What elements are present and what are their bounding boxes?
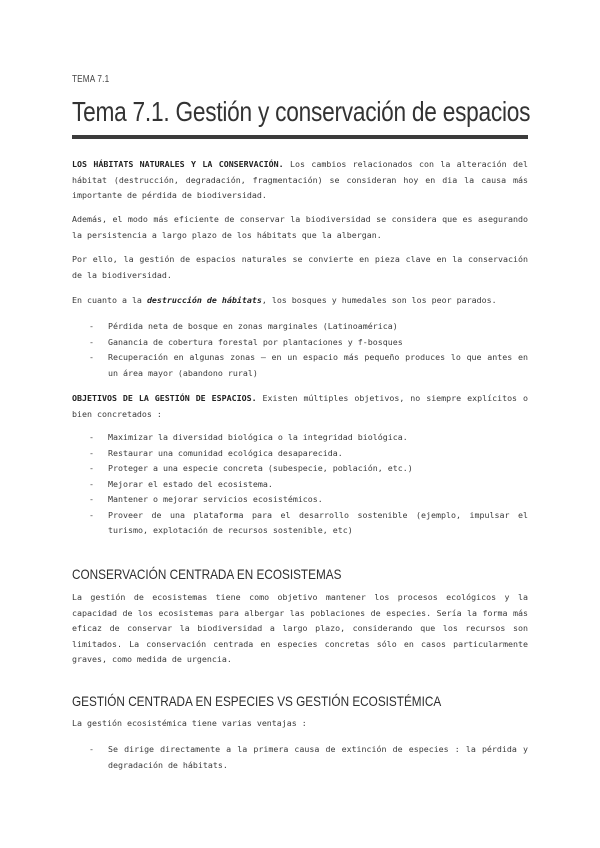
section-kicker: TEMA 7.1 — [72, 74, 110, 85]
objectives-list — [72, 430, 528, 539]
list-item: - Proteger a una especie concreta (subespecie, población, etc.) — [72, 461, 528, 477]
list-item: - Proveer de una plataforma para el desarrollo sostenible (ejemplo, impulsar el turismo, explotación de recursos sostenible, etc) — [72, 508, 528, 539]
paragraph-advantages: La gestión ecosistémica tiene varias ventajas : — [72, 718, 307, 728]
list-item: - Se dirige directamente a la primera causa de extinción de especies : la pérdida y degradación de hábitats. — [72, 742, 528, 773]
paragraph-text: Existen múltiples objetivos, no siempre explícitos o bien concretados : — [72, 393, 528, 419]
paragraph-text: , los bosques y humedales son los peor parados. — [261, 295, 497, 305]
paragraph-efficiency: Además, el modo más eficiente de conservar la biodiversidad se considera que es asegurando la persistencia a largo plazo de los hábitats que la albergan. — [72, 214, 528, 240]
page-title: Tema 7.1. Gestión y conservación de espacios — [72, 96, 531, 127]
paragraph-lead: LOS HÁBITATS NATURALES Y LA CONSERVACIÓN. — [72, 159, 284, 169]
list-item: - Ganancia de cobertura forestal por plantaciones y f-bosques — [72, 335, 528, 351]
paragraph-text: Los cambios relacionados con la alteración del hábitat (destrucción, degradación, fragmentación) se consideran hoy en dia la causa más importante de pérdida de biodiversidad. — [72, 159, 528, 200]
list-item: - Restaurar una comunidad ecológica desaparecida. — [72, 446, 528, 462]
paragraph-text: En cuanto a la — [72, 295, 147, 305]
title-divider — [72, 135, 528, 139]
paragraph-objectives — [72, 391, 528, 422]
section-heading-species-vs-ecosystem: GESTIÓN CENTRADA EN ESPECIES VS GESTIÓN ECOSISTÉMICA — [72, 693, 442, 709]
list-item: - Pérdida neta de bosque en zonas marginales (Latinoamérica) — [72, 319, 528, 335]
paragraph-management: Por ello, la gestión de espacios naturales se convierte en pieza clave en la conservación de la biodiversidad. — [72, 254, 528, 280]
paragraph-destruction — [72, 293, 528, 309]
list-item: - Mantener o mejorar servicios ecosistémicos. — [72, 492, 528, 508]
paragraph-habitats — [72, 157, 528, 204]
list-item: - Recuperación en algunas zonas – en un espacio más pequeño produces lo que antes en un área mayor (abandono rural) — [72, 350, 528, 381]
section-heading-ecosystems: CONSERVACIÓN CENTRADA EN ECOSISTEMAS — [72, 566, 342, 582]
paragraph-lead: OBJETIVOS DE LA GESTIÓN DE ESPACIOS. — [72, 393, 257, 403]
list-item: - Maximizar la diversidad biológica o la integridad biológica. — [72, 430, 528, 446]
forest-changes-list — [72, 319, 528, 381]
list-item: - Mejorar el estado del ecosistema. — [72, 477, 528, 493]
paragraph-ecosystems: La gestión de ecosistemas tiene como objetivo mantener los procesos ecológicos y la capacidad de los ecosistemas para albergar las poblaciones de especies. Sería la forma más eficaz de conservar la biodiversidad a largo plazo, considerando que los recursos son limitados. La conservación centrada en especies concretas sólo en casos particularmente graves, como medida de urgencia. — [72, 592, 528, 664]
emphasis-text: destrucción de hábitats — [146, 295, 262, 305]
advantages-list — [72, 742, 528, 773]
